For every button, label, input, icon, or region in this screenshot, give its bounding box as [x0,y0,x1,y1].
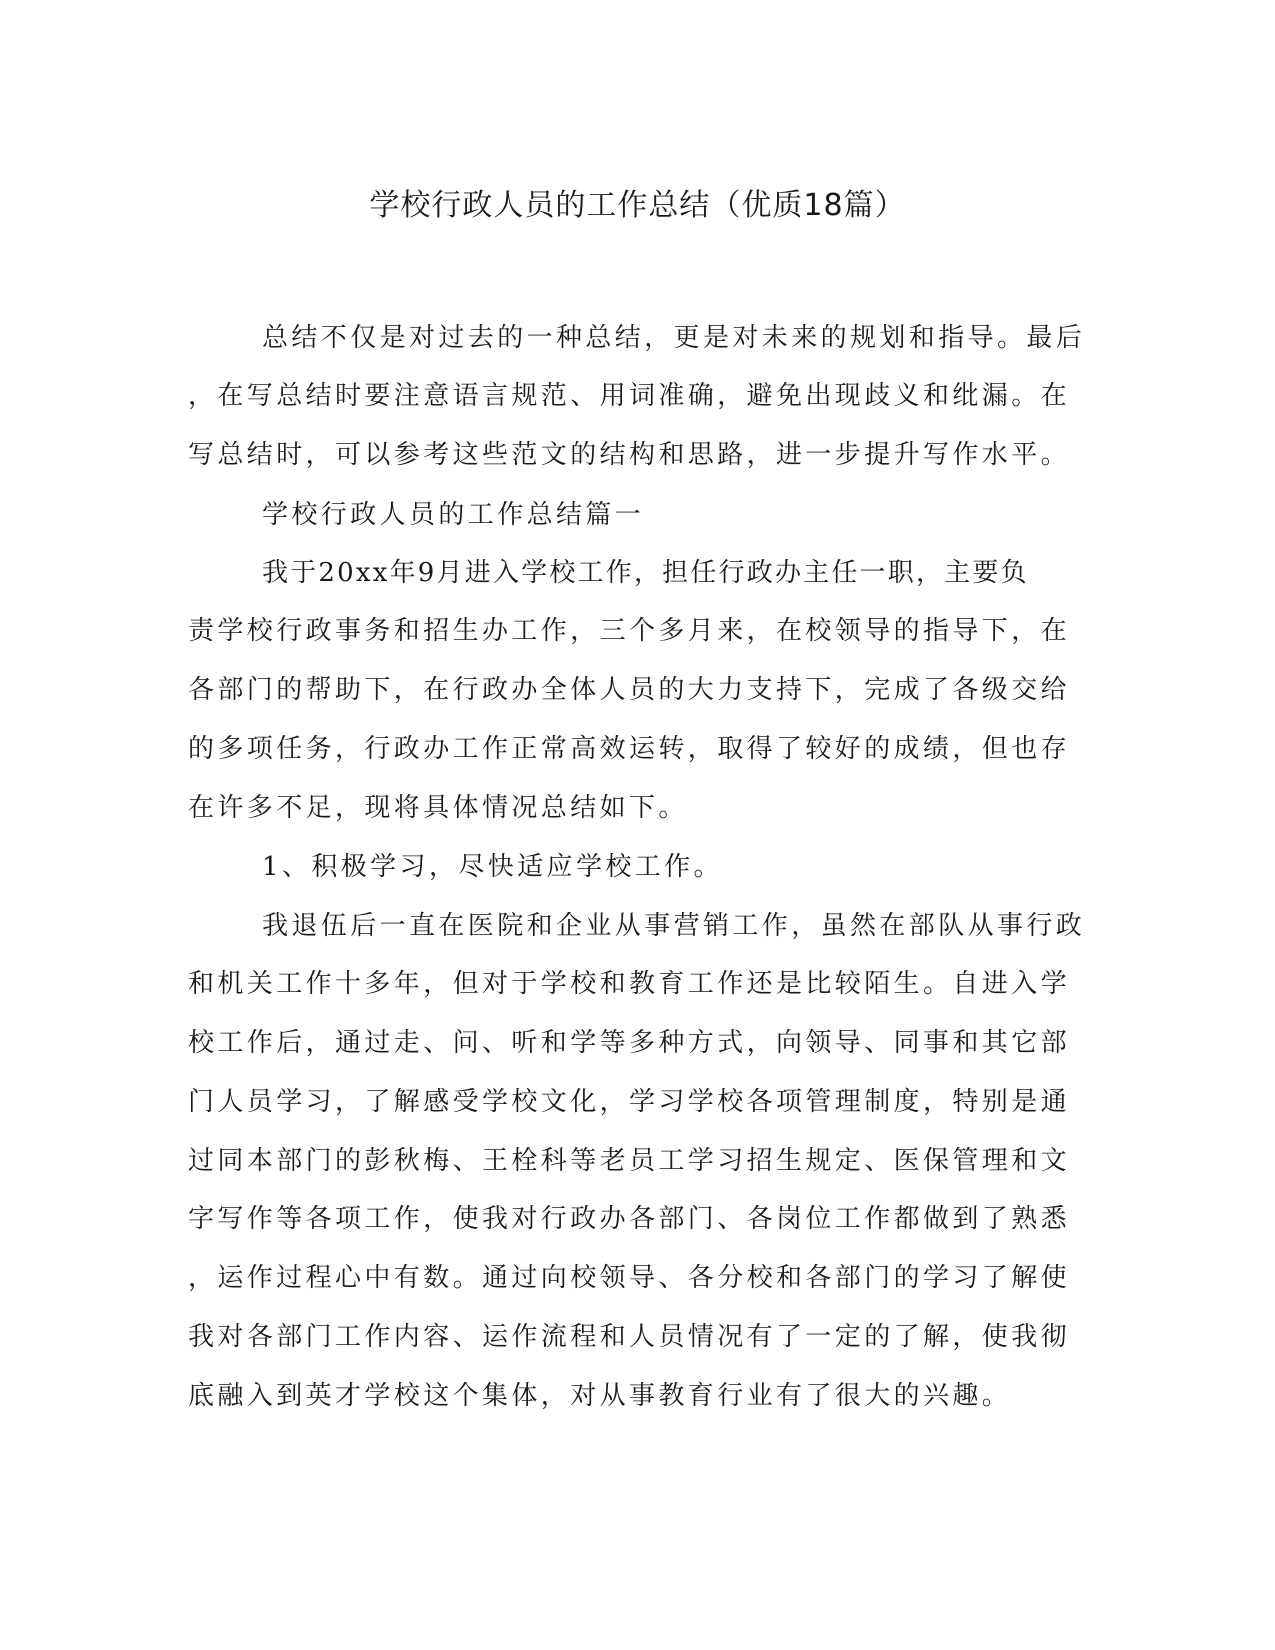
item1-heading: 1、积极学习，尽快适应学校工作。 [262,852,723,882]
paragraph1-line-5: 在许多不足，现将具体情况总结如下。 [188,793,688,823]
paragraph1-line-3: 各部门的帮助下，在行政办全体人员的大力支持下，完成了各级交给 [188,675,1071,705]
paragraph2-line-9: 底融入到英才学校这个集体，对从事教育行业有了很大的兴趣。 [188,1381,1012,1411]
paragraph2-line-2: 和机关工作十多年，但对于学校和教育工作还是比较陌生。自进入学 [188,969,1071,999]
section-heading: 学校行政人员的工作总结篇一 [262,500,645,530]
paragraph2-line-6: 字写作等各项工作，使我对行政办各部门、各岗位工作都做到了熟悉 [188,1204,1071,1234]
paragraph2-line-3: 校工作后，通过走、问、听和学等多种方式，向领导、同事和其它部 [188,1028,1071,1058]
paragraph2-line-8: 我对各部门工作内容、运作流程和人员情况有了一定的了解，使我彻 [188,1322,1071,1352]
paragraph1-line-1: 我于20xx年9月进入学校工作，担任行政办主任一职，主要负 [262,558,1029,588]
paragraph2-line-7: ，运作过程心中有数。通过向校领导、各分校和各部门的学习了解使 [188,1263,1071,1293]
document-title: 学校行政人员的工作总结（优质18篇） [369,188,906,223]
intro-line-1: 总结不仅是对过去的一种总结，更是对未来的规划和指导。最后 [262,323,1086,353]
paragraph2-line-1: 我退伍后一直在医院和企业从事营销工作，虽然在部队从事行政 [262,911,1086,941]
paragraph1-line-2: 责学校行政事务和招生办工作，三个多月来，在校领导的指导下，在 [188,616,1071,646]
intro-line-3: 写总结时，可以参考这些范文的结构和思路，进一步提升写作水平。 [188,440,1071,470]
paragraph1-line-4: 的多项任务，行政办工作正常高效运转，取得了较好的成绩，但也存 [188,734,1071,764]
paragraph2-line-5: 过同本部门的彭秋梅、王栓科等老员工学习招生规定、医保管理和文 [188,1146,1071,1176]
intro-line-2: ，在写总结时要注意语言规范、用词准确，避免出现歧义和纰漏。在 [188,381,1071,411]
paragraph2-line-4: 门人员学习，了解感受学校文化，学习学校各项管理制度，特别是通 [188,1087,1071,1117]
